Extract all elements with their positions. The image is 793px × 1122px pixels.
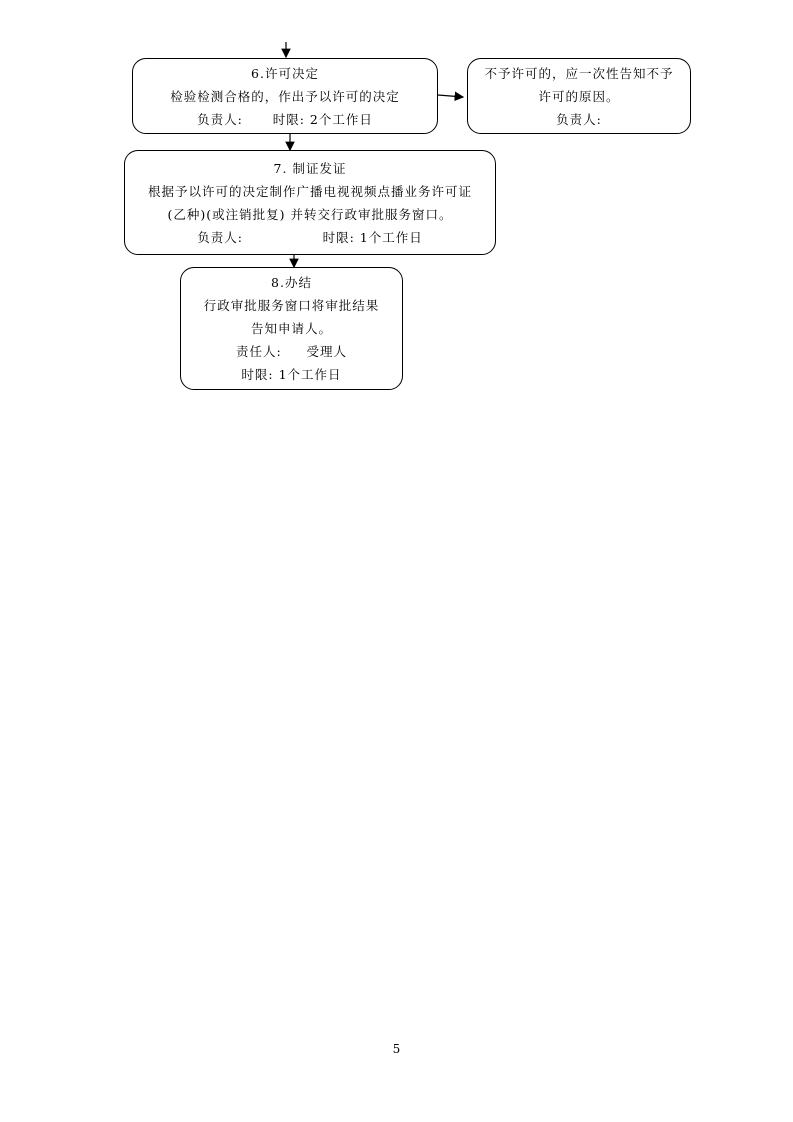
refusal-box — [467, 58, 691, 134]
page-number: 5 — [392, 1042, 401, 1056]
step6-description: 检验检测合格的，作出予以许可的决定 — [170, 88, 400, 104]
step6-responsibility: 负责人: 时限: 2个工作日 — [197, 111, 373, 127]
refusal-responsibility: 负责人: — [556, 111, 602, 127]
step8-box — [180, 267, 403, 390]
step6-title: 6.许可决定 — [251, 65, 319, 81]
step6-box — [132, 58, 438, 134]
step8-description-1: 行政审批服务窗口将审批结果 — [203, 298, 380, 313]
step8-time-limit: 时限: 1个工作日 — [241, 367, 342, 382]
refusal-line2: 许可的原因。 — [538, 88, 620, 104]
step8-description-2: 告知申请人。 — [250, 321, 332, 336]
arrow-step6-to-refusal — [438, 95, 463, 97]
step7-box — [124, 150, 496, 255]
step7-responsibility: 负责人: 时限: 1个工作日 — [197, 229, 423, 245]
step8-title: 8.办结 — [271, 275, 312, 290]
step7-description-1: 根据予以许可的决定制作广播电视视频点播业务许可证 — [147, 183, 472, 199]
step7-description-2: (乙种)(或注销批复) 并转交行政审批服务窗口。 — [167, 206, 453, 222]
refusal-line1: 不予许可的，应一次性告知不予 — [484, 65, 674, 81]
step8-responsibility: 责任人: 受理人 — [235, 344, 348, 359]
step7-title: 7. 制证发证 — [273, 160, 347, 176]
